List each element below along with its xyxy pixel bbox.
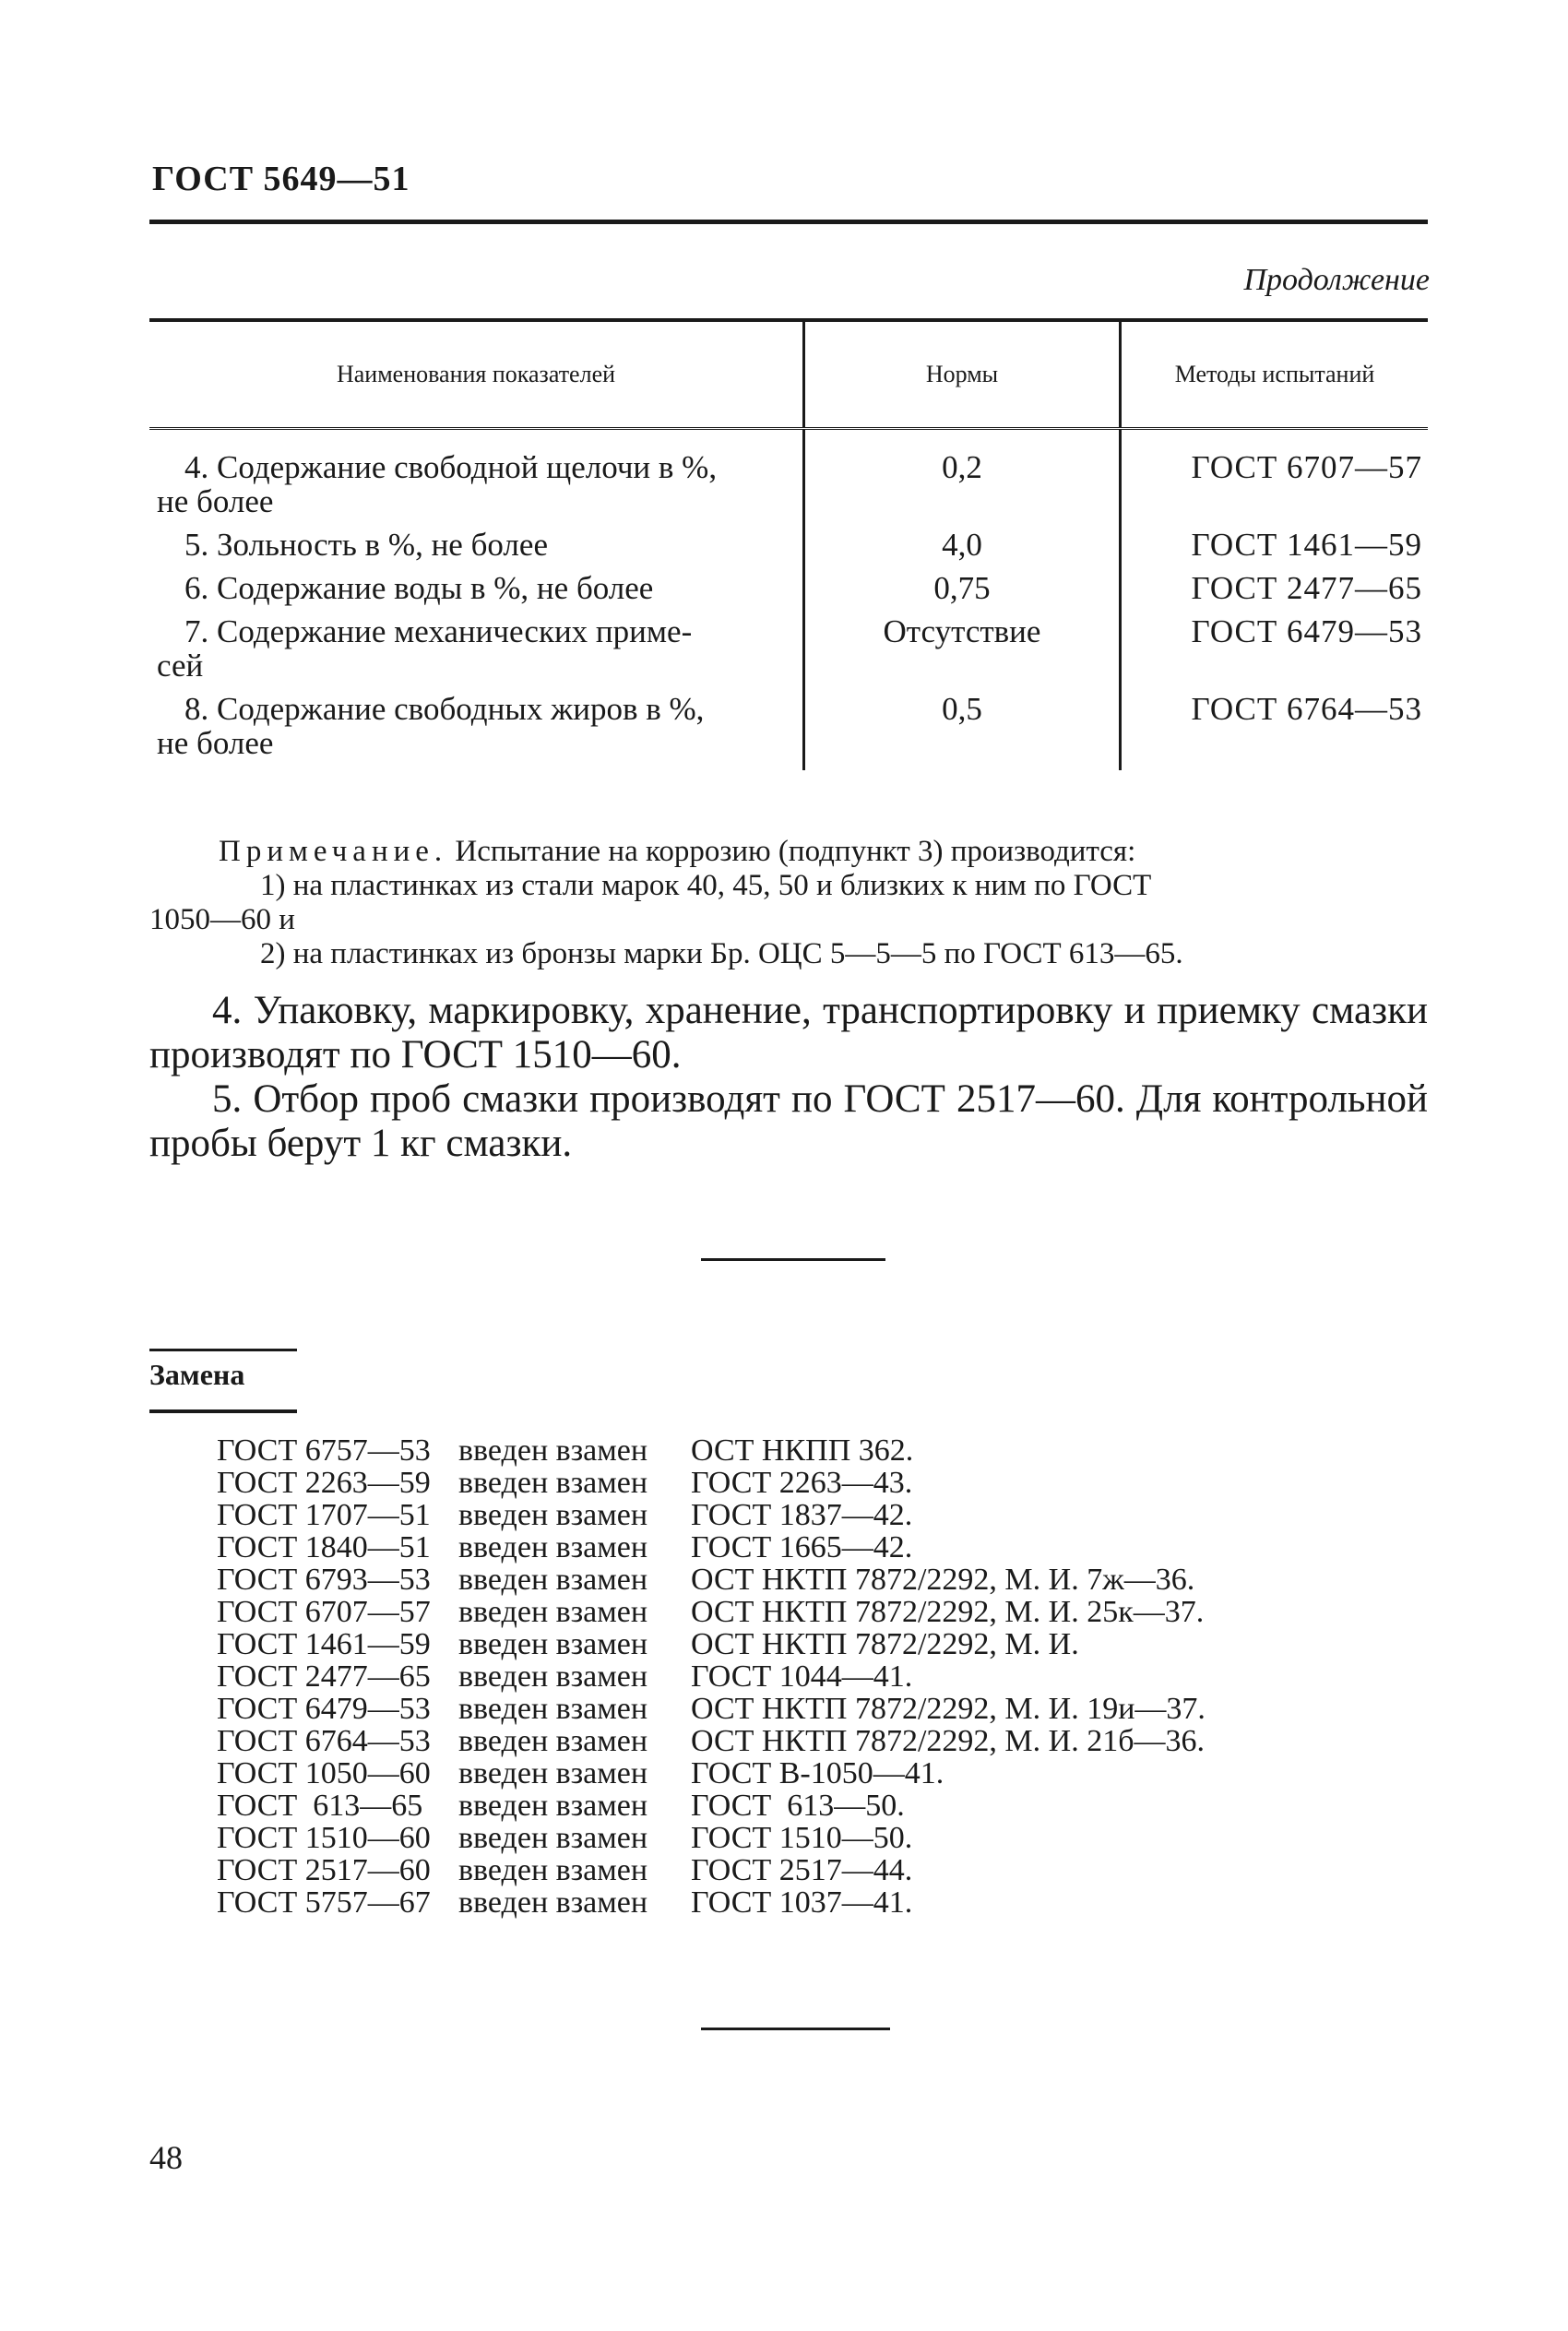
norm-cell: 4,0: [804, 523, 1121, 566]
list-item: [217, 1434, 1206, 1467]
replacement-verb: введен взамен: [458, 1659, 648, 1694]
old-standard: ГОСТ В-1050—41.: [691, 1756, 944, 1790]
new-standard: ГОСТ 6757—53: [217, 1433, 431, 1468]
new-standard: ГОСТ 1510—60: [217, 1821, 431, 1855]
replacement-verb: введен взамен: [458, 1756, 648, 1790]
table-note: [149, 835, 1428, 971]
replacement-verb: введен взамен: [458, 1466, 648, 1500]
new-standard: ГОСТ 6764—53: [217, 1724, 431, 1758]
note-item-1-continued: 1050—60 и: [149, 903, 295, 936]
table-row: [149, 687, 1428, 770]
new-standard: ГОСТ 5757—67: [217, 1885, 431, 1920]
new-standard: ГОСТ 613—65: [217, 1789, 423, 1823]
list-item: [217, 1596, 1206, 1628]
note-item-1: 1) на пластинках из стали марок 40, 45, 50 и близких к ним по ГОСТ: [260, 869, 1152, 902]
list-item: [217, 1693, 1206, 1725]
replacement-verb: введен взамен: [458, 1595, 648, 1629]
list-item: [217, 1499, 1206, 1531]
new-standard: ГОСТ 1461—59: [217, 1627, 431, 1661]
replacement-title-underline: [149, 1409, 297, 1413]
table-header-row: [149, 320, 1428, 429]
list-item: [217, 1725, 1206, 1757]
indicator-cell: 4. Содержание свободной щелочи в %, не более: [157, 449, 718, 519]
table-row: [149, 429, 1428, 524]
old-standard: ГОСТ 1665—42.: [691, 1530, 913, 1564]
new-standard: ГОСТ 1050—60: [217, 1756, 431, 1790]
note-intro: Испытание на коррозию (подпункт 3) производится:: [447, 835, 1136, 868]
document-header: ГОСТ 5649—51: [152, 160, 410, 198]
note-item-2: 2) на пластинках из бронзы марки Бр. ОЦС 5—5—5 по ГОСТ 613—65.: [260, 937, 1183, 970]
table-row: [149, 523, 1428, 566]
replacement-verb: введен взамен: [458, 1627, 648, 1661]
replacement-verb: введен взамен: [458, 1530, 648, 1564]
old-standard: ГОСТ 1510—50.: [691, 1821, 913, 1855]
old-standard: ГОСТ 1044—41.: [691, 1659, 913, 1694]
old-standard: ГОСТ 1837—42.: [691, 1498, 913, 1532]
new-standard: ГОСТ 2263—59: [217, 1466, 431, 1500]
list-item: [217, 1467, 1206, 1499]
table-row: [149, 566, 1428, 610]
old-standard: ОСТ НКПП 362.: [691, 1433, 914, 1468]
norm-cell: 0,2: [804, 429, 1121, 524]
norm-cell: Отсутствие: [804, 610, 1121, 687]
replacement-verb: введен взамен: [458, 1563, 648, 1597]
new-standard: ГОСТ 2517—60: [217, 1853, 431, 1887]
replacement-verb: введен взамен: [458, 1885, 648, 1920]
method-cell: ГОСТ 6764—53: [1121, 687, 1429, 770]
section-divider: [701, 1258, 885, 1261]
column-header-indicator: Наименования показателей: [149, 320, 804, 429]
new-standard: ГОСТ 6793—53: [217, 1563, 431, 1597]
new-standard: ГОСТ 1840—51: [217, 1530, 431, 1564]
clause-5: 5. Отбор проб смазки производят по ГОСТ 2517—60. Для контрольной пробы берут 1 кг смазки.: [149, 1077, 1428, 1165]
list-item: [217, 1854, 1206, 1886]
column-header-method: Методы испытаний: [1121, 320, 1429, 429]
list-item: [217, 1886, 1206, 1919]
norm-cell: 0,75: [804, 566, 1121, 610]
old-standard: ОСТ НКТП 7872/2292, М. И.: [691, 1627, 1079, 1661]
replacement-verb: введен взамен: [458, 1498, 648, 1532]
new-standard: ГОСТ 6479—53: [217, 1692, 431, 1726]
old-standard: ОСТ НКТП 7872/2292, М. И. 19и—37.: [691, 1692, 1206, 1726]
list-item: [217, 1531, 1206, 1564]
replacement-verb: введен взамен: [458, 1853, 648, 1887]
list-item: [217, 1790, 1206, 1822]
replacement-title-overline: [149, 1349, 297, 1351]
indicator-cell: 5. Зольность в %, не более: [184, 527, 548, 563]
list-item: [217, 1757, 1206, 1790]
indicator-cell: 6. Содержание воды в %, не более: [184, 570, 654, 606]
note-label: Примечание.: [219, 835, 448, 868]
new-standard: ГОСТ 6707—57: [217, 1595, 431, 1629]
replacement-verb: введен взамен: [458, 1724, 648, 1758]
end-divider: [701, 2028, 890, 2030]
method-cell: ГОСТ 6707—57: [1121, 429, 1429, 524]
old-standard: ГОСТ 613—50.: [691, 1789, 905, 1823]
page-number: 48: [149, 2139, 183, 2176]
replacement-verb: введен взамен: [458, 1789, 648, 1823]
new-standard: ГОСТ 1707—51: [217, 1498, 431, 1532]
column-header-norm: Нормы: [804, 320, 1121, 429]
indicator-cell: 8. Содержание свободных жиров в %, не более: [157, 691, 705, 761]
table-row: [149, 610, 1428, 687]
replacement-verb: введен взамен: [458, 1433, 648, 1468]
replacement-title: Замена: [149, 1358, 245, 1391]
list-item: [217, 1660, 1206, 1693]
clauses: [149, 989, 1428, 1166]
replacement-verb: введен взамен: [458, 1821, 648, 1855]
method-cell: ГОСТ 6479—53: [1121, 610, 1429, 687]
specifications-table: [149, 318, 1428, 770]
old-standard: ГОСТ 2263—43.: [691, 1466, 913, 1500]
indicator-cell: 7. Содержание механических приме- сей: [157, 613, 693, 684]
replacement-verb: введен взамен: [458, 1692, 648, 1726]
old-standard: ГОСТ 1037—41.: [691, 1885, 913, 1920]
method-cell: ГОСТ 2477—65: [1121, 566, 1429, 610]
list-item: [217, 1564, 1206, 1596]
old-standard: ГОСТ 2517—44.: [691, 1853, 913, 1887]
norm-cell: 0,5: [804, 687, 1121, 770]
replacement-list: [217, 1434, 1206, 1919]
list-item: [217, 1822, 1206, 1854]
continuation-label: Продолжение: [1243, 263, 1430, 297]
old-standard: ОСТ НКТП 7872/2292, М. И. 21б—36.: [691, 1724, 1205, 1758]
method-cell: ГОСТ 1461—59: [1121, 523, 1429, 566]
old-standard: ОСТ НКТП 7872/2292, М. И. 25к—37.: [691, 1595, 1205, 1629]
list-item: [217, 1628, 1206, 1660]
new-standard: ГОСТ 2477—65: [217, 1659, 431, 1694]
old-standard: ОСТ НКТП 7872/2292, М. И. 7ж—36.: [691, 1563, 1195, 1597]
clause-4: 4. Упаковку, маркировку, хранение, транспортировку и приемку смазки производят по ГОСТ 1510—60.: [149, 989, 1428, 1076]
header-rule: [149, 220, 1428, 224]
